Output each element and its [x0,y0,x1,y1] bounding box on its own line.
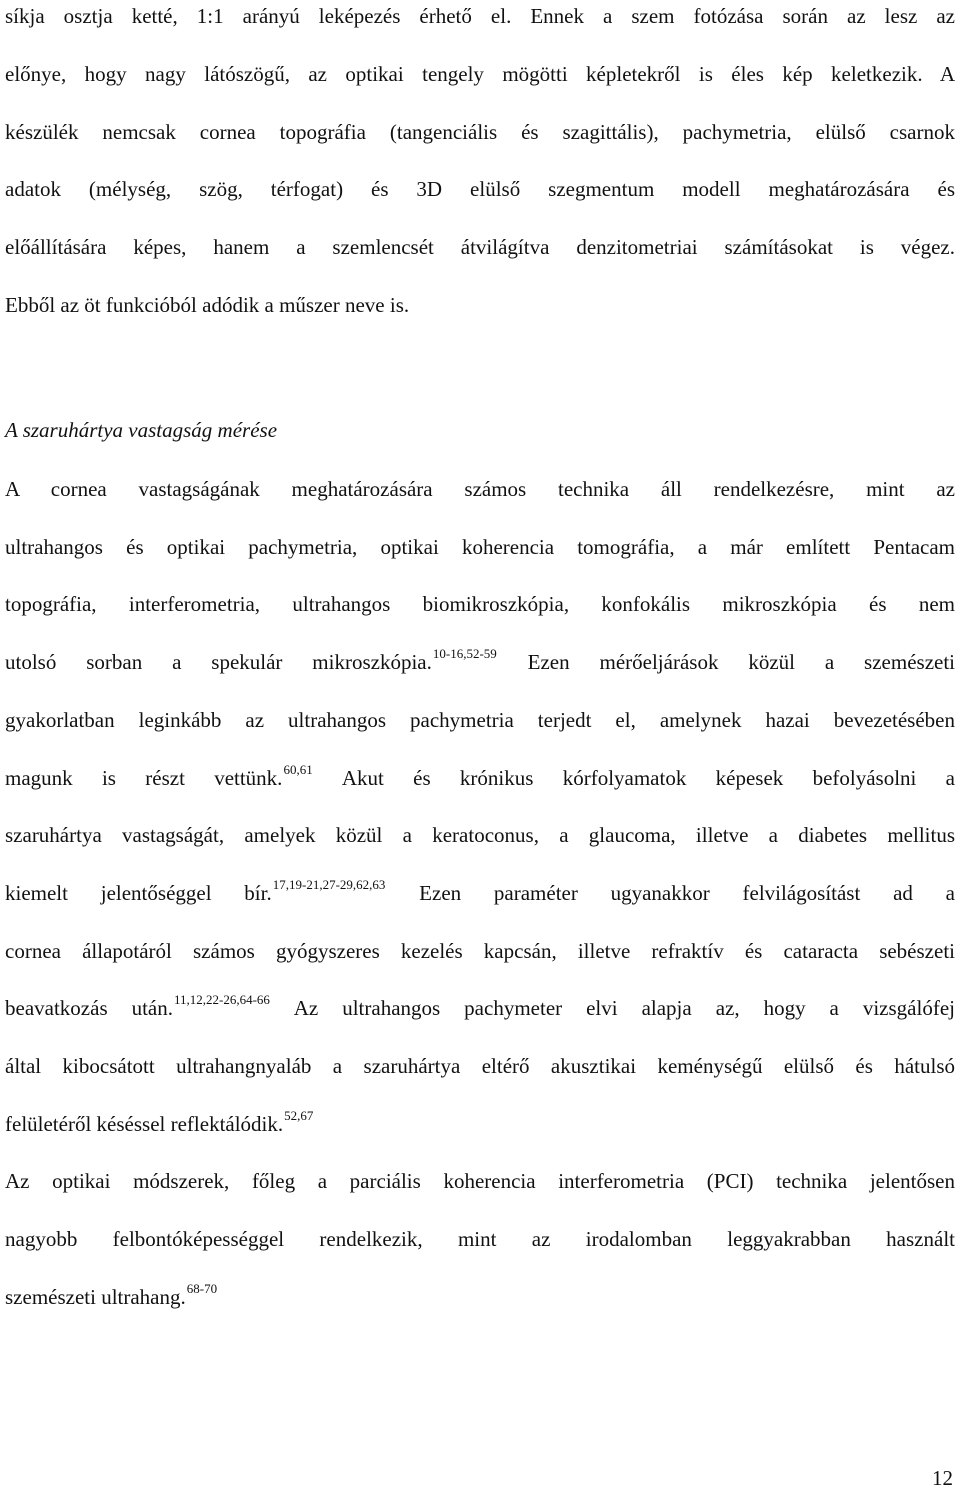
text-line: nagyobb felbontóképességgel rendelkezik, mint az irodalomban leggyakrabban használt [5,1227,955,1251]
text-line: Ebből az öt funkcióból adódik a műszer neve is. [5,293,410,317]
citation-ref: 17,19-21,27-29,62,63 [272,877,386,892]
text-line: A cornea vastagságának meghatározására számos technika áll rendelkezésre, mint az [5,477,955,501]
text-line: Az optikai módszerek, főleg a parciális koherencia interferometria (PCI) technika jelentősen [5,1169,955,1193]
citation-ref: 52,67 [284,1108,314,1123]
text-span: felületéről késéssel reflektálódik. [5,1112,284,1136]
text-line: adatok (mélység, szög, térfogat) és 3D elülső szegmentum modell meghatározására és [5,177,955,201]
text-line [5,648,955,676]
text-line: előállítására képes, hanem a szemlencsét átvilágítva denzitometriai számításokat is végez. [5,235,955,259]
text-span: kiemelt jelentőséggel bír. [5,881,272,905]
citation-ref: 68-70 [186,1281,218,1296]
text-line: által kibocsátott ultrahangnyaláb a szaruhártya eltérő akusztikai keménységű elülső és hátulsó [5,1054,955,1078]
text-span: Az ultrahangos pachymeter elvi alapja az, hogy a vizsgálófej [270,996,955,1020]
text-line [5,879,955,907]
text-line [5,1283,955,1311]
text-line: gyakorlatban leginkább az ultrahangos pachymetria terjedt el, amelynek hazai bevezetésében [5,708,955,732]
text-line [5,994,955,1022]
text-line [5,764,955,792]
text-line: síkja osztja ketté, 1:1 arányú leképezés érhető el. Ennek a szem fotózása során az lesz az [5,4,955,28]
text-line: előnye, hogy nagy látószögű, az optikai tengely mögötti képletekről is éles kép keletkezik. A [5,62,955,86]
text-span: Ezen paraméter ugyanakkor felvilágosítást ad a [386,881,955,905]
text-line: szaruhártya vastagságát, amelyek közül a keratoconus, a glaucoma, illetve a diabetes mellitus [5,823,955,847]
text-span: magunk is részt vettünk. [5,766,283,790]
citation-ref: 11,12,22-26,64-66 [174,992,270,1007]
section-heading: A szaruhártya vastagság mérése [5,418,278,442]
text-span: beavatkozás után. [5,996,173,1020]
citation-ref: 60,61 [283,762,313,777]
text-span: Ezen mérőeljárások közül a szemészeti [497,650,955,674]
text-line: topográfia, interferometria, ultrahangos biomikroszkópia, konfokális mikroszkópia és nem [5,592,955,616]
text-span: szemészeti ultrahang. [5,1285,186,1309]
page-number: 12 [932,1466,953,1490]
text-line: készülék nemcsak cornea topográfia (tangenciális és szagittális), pachymetria, elülső csarnok [5,120,955,144]
text-span: Akut és krónikus kórfolyamatok képesek befolyásolni a [313,766,955,790]
text-line: ultrahangos és optikai pachymetria, optikai koherencia tomográfia, a már említett Pentacam [5,535,955,559]
text-line [5,1110,955,1138]
text-span: utolsó sorban a spekulár mikroszkópia. [5,650,432,674]
text-line: cornea állapotáról számos gyógyszeres kezelés kapcsán, illetve refraktív és cataracta sebészeti [5,939,955,963]
citation-ref: 10-16,52-59 [432,646,497,661]
